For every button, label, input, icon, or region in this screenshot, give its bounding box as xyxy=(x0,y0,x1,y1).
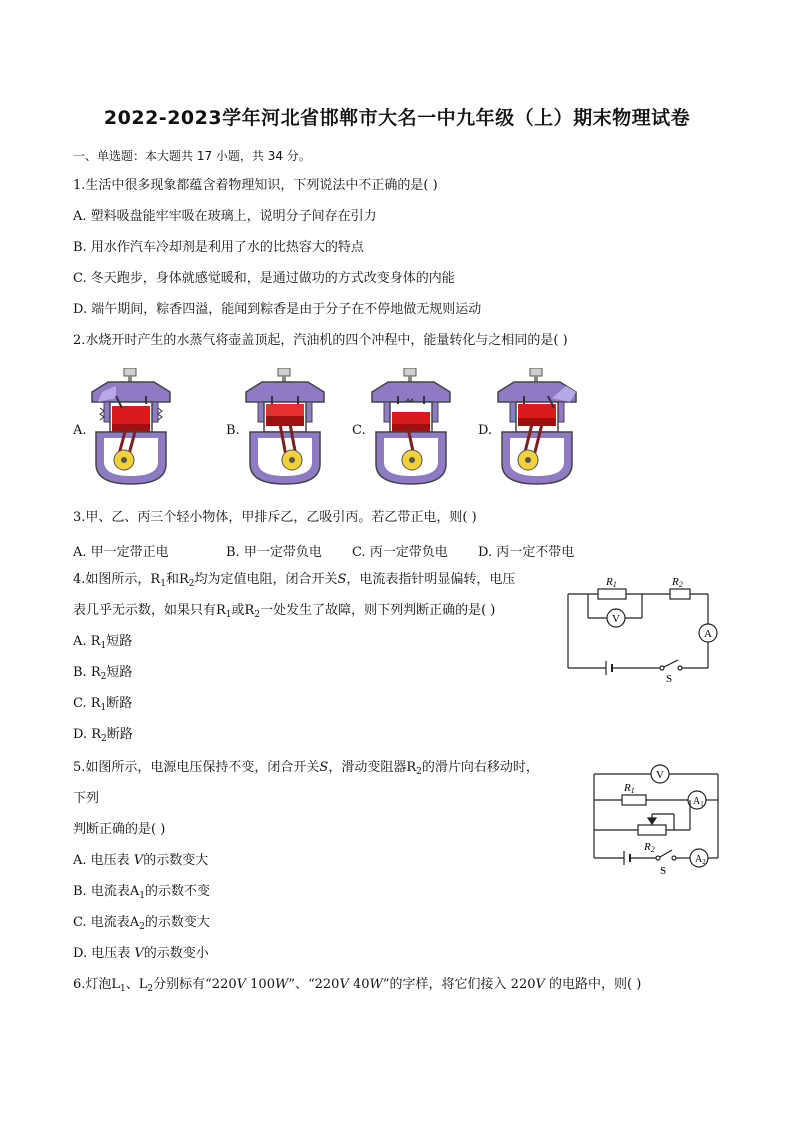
q1-option-c: C. 冬天跑步，身体就感觉暖和，是通过做功的方式改变身体的内能 xyxy=(73,271,455,286)
q5-option-c: C. 电流表$A_2$的示数变大 xyxy=(73,915,210,932)
q4-circuit-ammeter-label: A xyxy=(704,628,712,640)
engine-diagram-a xyxy=(88,368,174,486)
q5-circuit-a2-label: $A_2$ xyxy=(695,854,706,866)
q4-option-a: A. $R_1$短路 xyxy=(73,634,133,651)
q1-option-b: B. 用水作汽车冷却剂是利用了水的比热容大的特点 xyxy=(73,240,364,255)
q4-stem-line1: 4.如图所示，$R_1$和$R_2$均为定值电阻，闭合开关S，电流表指针明显偏转，电压 xyxy=(73,572,516,589)
q5-stem-line3: 判断正确的是( ) xyxy=(73,822,166,837)
q2-stem: 2.水烧开时产生的水蒸气将壶盖顶起，汽油机的四个冲程中，能量转化与之相同的是( ) xyxy=(73,333,568,348)
q5-circuit-diagram xyxy=(586,760,726,880)
q2-label-d: D. xyxy=(478,423,493,438)
q2-label-b: B. xyxy=(226,423,240,438)
q4-circuit-switch-label: S xyxy=(666,673,673,684)
engine-diagram-d xyxy=(494,368,580,486)
q5-circuit-r2-label: R2 xyxy=(644,841,655,854)
q5-circuit-r1-label: R1 xyxy=(624,782,635,795)
q5-circuit-a1-label: $A_1$ xyxy=(693,796,704,808)
q5-circuit-voltmeter-label: V xyxy=(656,769,664,781)
q4-option-c: C. $R_1$断路 xyxy=(73,696,133,713)
q4-option-b: B. $R_2$短路 xyxy=(73,665,133,682)
q4-circuit-voltmeter-label: V xyxy=(612,613,620,625)
q5-option-a: A. 电压表 V的示数变大 xyxy=(73,853,209,868)
q4-circuit-r1-label: R1 xyxy=(606,576,617,589)
q5-circuit-switch-label: S xyxy=(660,865,667,877)
q1-option-d: D. 端午期间，粽香四溢，能闻到粽香是由于分子在不停地做无规则运动 xyxy=(73,302,482,317)
q6-stem: 6.灯泡$L_1$、$L_2$分别标有“220V 100W”、“220V 40W”的字样，将它们接入 220V 的电路中，则( ) xyxy=(73,977,642,994)
q4-stem-line2: 表几乎无示数，如果只有$R_1$或$R_2$一处发生了故障，则下列判断正确的是( ) xyxy=(73,603,496,620)
engine-diagram-c xyxy=(368,368,454,486)
engine-diagram-b xyxy=(242,368,328,486)
q2-label-c: C. xyxy=(352,423,366,438)
section-heading: 一、单选题：本大题共 17 小题，共 34 分。 xyxy=(73,149,311,163)
q3-option-d: D. 丙一定不带电 xyxy=(478,545,575,560)
q5-stem-line2: 下列 xyxy=(73,791,100,806)
q2-label-a: A. xyxy=(73,423,87,438)
q3-option-c: C. 丙一定带负电 xyxy=(352,545,448,560)
q5-option-b: B. 电流表$A_1$的示数不变 xyxy=(73,884,210,901)
q1-option-a: A. 塑料吸盘能牢牢吸在玻璃上，说明分子间存在引力 xyxy=(73,209,377,224)
q4-option-d: D. $R_2$断路 xyxy=(73,727,133,744)
q5-option-d: D. 电压表 V的示数变小 xyxy=(73,946,209,961)
q3-option-a: A. 甲一定带正电 xyxy=(73,545,169,560)
q4-circuit-diagram xyxy=(560,572,726,684)
exam-title: 2022-2023学年河北省邯郸市大名一中九年级（上）期末物理试卷 xyxy=(103,107,691,129)
q4-circuit-r2-label: R2 xyxy=(672,576,683,589)
q5-stem-line1: 5.如图所示，电源电压保持不变，闭合开关S，滑动变阻器$R_2$的滑片向右移动时， xyxy=(73,760,539,777)
q3-stem: 3.甲、乙、丙三个轻小物体，甲排斥乙，乙吸引丙。若乙带正电，则( ) xyxy=(73,510,477,525)
q1-stem: 1.生活中很多现象都蕴含着物理知识，下列说法中不正确的是( ) xyxy=(73,178,438,193)
q3-option-b: B. 甲一定带负电 xyxy=(226,545,322,560)
